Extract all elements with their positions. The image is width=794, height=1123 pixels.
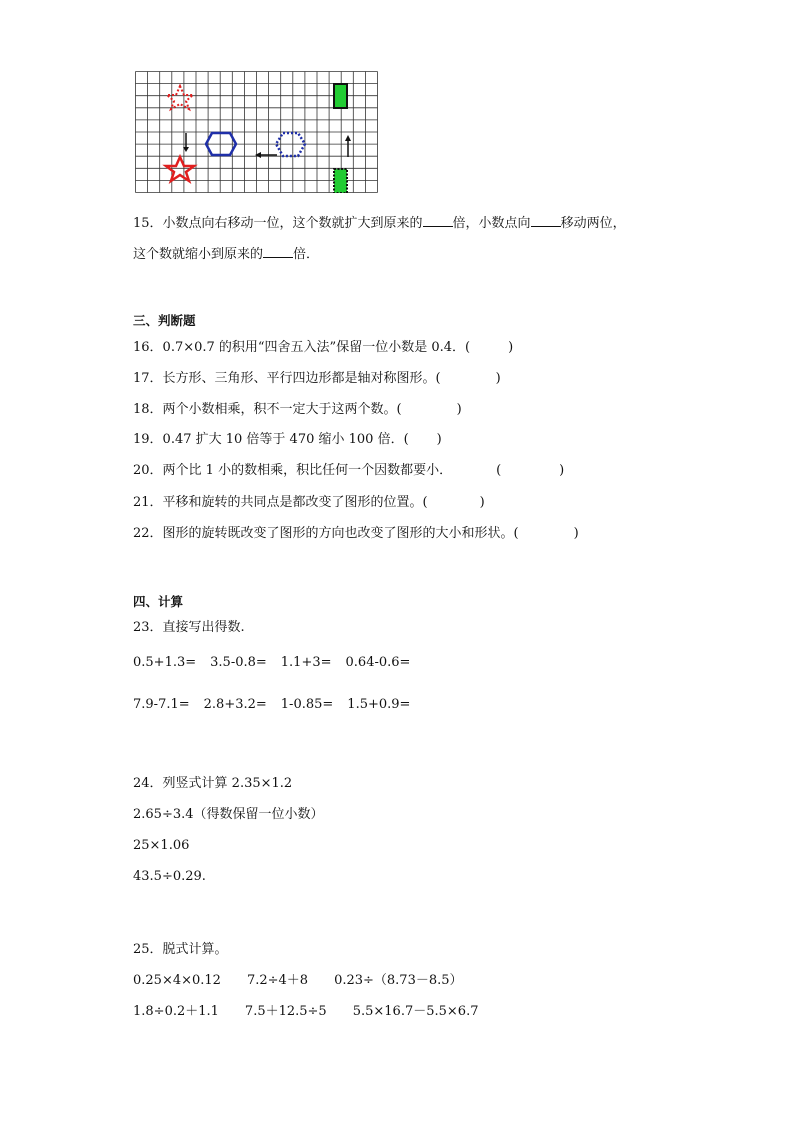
calc-item: 7.2÷4＋8 <box>246 973 309 988</box>
question-18: 18．两个小数相乘，积不一定大于这两个数。( ) <box>133 402 462 417</box>
calc-item: 1.8÷0.2＋1.1 <box>133 1004 219 1019</box>
dotted-star-shape <box>167 86 193 109</box>
question-23-title: 23．直接写出得数. <box>133 620 245 635</box>
calc-item: 0.23÷（8.73－8.5） <box>334 973 463 988</box>
question-23-row2 <box>133 697 424 713</box>
question-17: 17．长方形、三角形、平行四边形都是轴对称图形。( ) <box>133 371 501 386</box>
question-24-line1: 2.65÷3.4（得数保留一位小数） <box>133 807 324 822</box>
section-4-title: 四、计算 <box>133 594 184 609</box>
arrow-left-head <box>255 152 261 158</box>
calc-item: 7.9-7.1= <box>133 697 190 712</box>
green-rectangle-bottom <box>334 169 347 193</box>
question-24-line3: 43.5÷0.29. <box>133 869 206 884</box>
answer-blank[interactable] <box>423 214 453 227</box>
question-22: 22．图形的旋转既改变了图形的方向也改变了图形的大小和形状。( ) <box>133 526 579 541</box>
question-15-line1: 15．小数点向右移动一位，这个数就扩大到原来的 倍，小数点向 移动两位， <box>133 216 626 231</box>
calc-item: 0.25×4×0.12 <box>133 973 221 988</box>
question-20: 20．两个比 1 小的数相乘，积比任何一个因数都要小． ( ) <box>133 463 565 478</box>
calc-item: 0.64-0.6= <box>345 655 411 670</box>
question-19: 19．0.47 扩大 10 倍等于 470 缩小 100 倍．( ) <box>133 432 442 447</box>
question-24-line2: 25×1.06 <box>133 838 190 853</box>
question-15-line2: 这个数就缩小到原来的 倍． <box>133 247 320 262</box>
question-25-row1 <box>133 973 489 989</box>
arrow-up-head <box>345 135 351 141</box>
calc-item: 3.5-0.8= <box>210 655 267 670</box>
calc-item: 5.5×16.7－5.5×6.7 <box>352 1004 479 1019</box>
answer-blank[interactable] <box>531 214 561 227</box>
grid-transform-figure <box>135 71 378 193</box>
answer-blank[interactable] <box>263 245 293 258</box>
question-16: 16．0.7×0.7 的积用“四舍五入法”保留一位小数是 0.4．( ) <box>133 340 514 355</box>
question-25-row2 <box>133 1004 504 1020</box>
section-3-title: 三、判断题 <box>133 313 196 328</box>
calc-item: 1-0.85= <box>280 697 334 712</box>
question-23-row1 <box>133 655 424 671</box>
green-rectangle-top <box>334 84 347 108</box>
calc-item: 1.5+0.9= <box>347 697 411 712</box>
calc-item: 1.1+3= <box>280 655 332 670</box>
question-24-title: 24．列竖式计算 2.35×1.2 <box>133 776 293 791</box>
calc-item: 0.5+1.3= <box>133 655 197 670</box>
question-21: 21．平移和旋转的共同点是都改变了图形的位置。( ) <box>133 495 485 510</box>
calc-item: 2.8+3.2= <box>203 697 267 712</box>
red-star-shape <box>166 157 194 181</box>
calc-item: 7.5＋12.5÷5 <box>244 1004 327 1019</box>
question-25-title: 25．脱式计算。 <box>133 942 228 957</box>
